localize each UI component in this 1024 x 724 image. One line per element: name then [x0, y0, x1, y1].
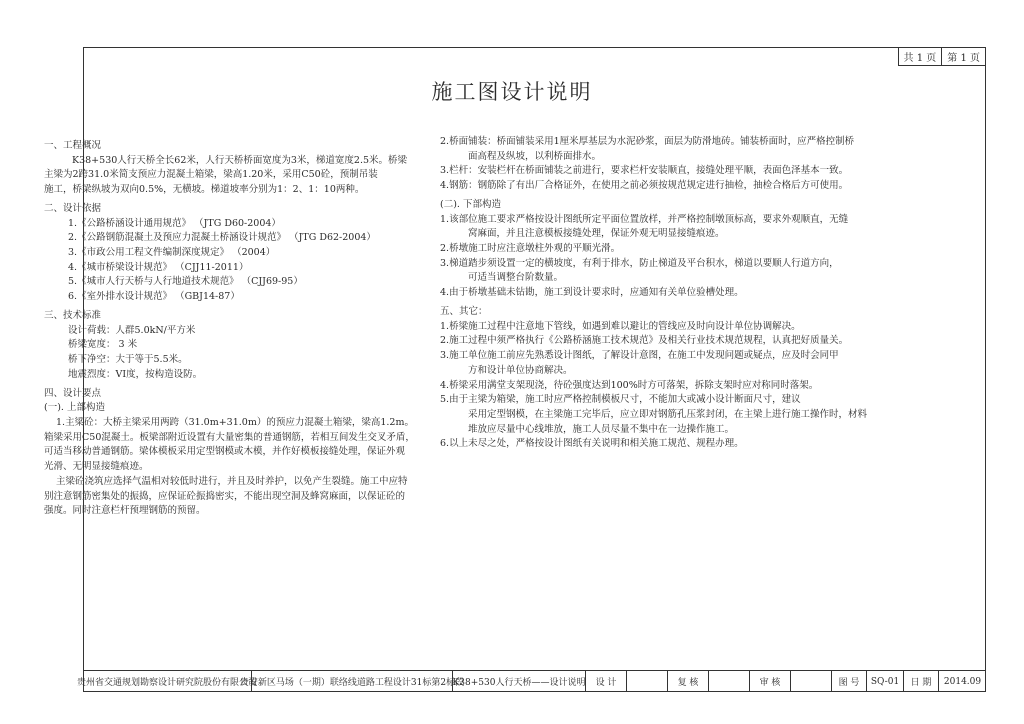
- design-line: 强度。同时注意栏杆预埋钢筋的预留。: [44, 505, 206, 517]
- tb-company: 贵州省交通规划勘察设计研究院股份有限公司: [77, 678, 258, 688]
- substructure-line: 3.梯道踏步须设置一定的横坡度，有利于排水，防止梯道及平台积水，梯道以要顺人行道方向，: [440, 257, 839, 269]
- basis-item: 1.《公路桥涵设计通用规范》 （JTG D60-2004）: [68, 217, 281, 229]
- tb-date-value: 2014.09: [938, 671, 986, 692]
- substructure-line: 2.桥墩施工时应注意墩柱外观的平顺光滑。: [440, 243, 621, 255]
- tb-design-label: 设 计: [585, 671, 626, 692]
- substructure-line: 窝麻面，并且注意模板接缝处理，保证外观无明显接缝痕迹。: [468, 228, 725, 240]
- other-line: 4.桥梁采用满堂支架现浇，待砼强度达到100%时方可落架，拆除支架时应对称同时落架。: [440, 379, 819, 391]
- tb-number-label: 图 号: [831, 671, 866, 692]
- other-line: 堆放应尽量中心线堆放，施工人员尽量不集中在一边操作施工。: [468, 423, 735, 435]
- section-overview-line: K38+530人行天桥全长62米，人行天桥桥面宽度为3米，梯道宽度2.5米。桥梁: [72, 154, 408, 166]
- design-line: 别注意钢筋密集处的振捣，应保证砼振捣密实，不能出现空洞及蜂窝麻面，以保证砼的: [44, 490, 406, 502]
- other-line: 2.施工过程中须严格执行《公路桥涵施工技术规范》及相关行业技术规范规程，认真把好质量关。: [440, 335, 849, 347]
- section-overview-line: 施工，桥梁纵坡为双向0.5%，无横坡。梯道坡率分别为1：2、1：10两种。: [44, 184, 365, 196]
- section-design-heading: 四、设计要点: [44, 387, 102, 399]
- page-total: 共 1 页: [903, 53, 937, 64]
- substructure-line: 可适当调整台阶数量。: [468, 272, 564, 284]
- substructure-heading: (二). 下部构造: [440, 198, 501, 210]
- basis-item: 4.《城市桥梁设计规范》 （CJJ11-2011）: [68, 261, 249, 273]
- design-line: 1.主梁砼：大桥主梁采用两跨（31.0m+31.0m）的预应力混凝土箱梁，梁高1.2m。: [56, 416, 414, 428]
- other-line: 5.由于主梁为箱梁，施工时应严格控制模板尺寸，不能加大或减小设计断面尺寸，建议: [440, 394, 801, 406]
- page-current: 第 1 页: [941, 48, 985, 65]
- right-column: [440, 135, 870, 452]
- tb-review-label: 审 核: [749, 671, 790, 692]
- basis-item: 2.《公路钢筋混凝土及预应力混凝土桥涵设计规范》 （JTG D62-2004）: [68, 232, 376, 244]
- design-line: 主梁砼浇筑应选择气温相对较低时进行，并且及时养护，以免产生裂缝。施工中应特: [56, 475, 408, 487]
- page-box: [898, 48, 985, 66]
- section-basis-heading: 二、设计依据: [44, 202, 102, 214]
- other-line: 方和设计单位协商解决。: [468, 364, 573, 376]
- design-line: 光滑、无明显接缝痕迹。: [44, 461, 149, 473]
- tb-project: 贵安新区马场（一期）联络线道路工程设计31标第2标段: [251, 671, 452, 692]
- section-standards-heading: 三、技术标准: [44, 309, 102, 321]
- deck-line: 2.桥面铺装：桥面铺装采用1厘米厚基层为水泥砂浆，面层为防滑地砖。铺装桥面时，应严格控制桥: [440, 136, 855, 147]
- design-line: 可适当移动普通钢筋。梁体模板采用定型钢模或木模，并作好模板接缝处理，保证外观: [44, 446, 406, 458]
- standard-item: 桥梁宽度： 3 米: [68, 339, 138, 351]
- page-title: 施工图设计说明: [431, 80, 593, 104]
- basis-item: 6.《室外排水设计规范》 （GBJ14-87）: [68, 291, 240, 303]
- superstructure-heading: (一). 上部构造: [44, 402, 105, 414]
- section-overview-heading: 一、工程概况: [44, 140, 102, 151]
- standard-item: 桥下净空：大于等于5.5米。: [68, 354, 188, 366]
- section-overview-line: 主梁为2跨31.0米简支预应力混凝土箱梁，梁高1.20米，采用C50砼，预制吊装: [44, 169, 378, 181]
- left-column: [44, 135, 474, 519]
- tb-number-value: SQ-01: [866, 671, 903, 692]
- other-heading: 五、其它：: [440, 305, 488, 317]
- tb-check-label: 复 核: [667, 671, 708, 692]
- deck-line: 面高程及纵坡，以利桥面排水。: [468, 150, 602, 162]
- basis-item: 3.《市政公用工程文件编制深度规定》 （2004）: [68, 247, 276, 259]
- other-line: 1.桥梁施工过程中注意地下管线，如遇到难以避让的管线应及时向设计单位协调解决。: [440, 320, 801, 332]
- substructure-line: 4.由于桥墩基础未钻勘，施工到设计要求时，应通知有关单位验槽处理。: [440, 287, 744, 299]
- deck-line: 3.栏杆：安装栏杆在桥面铺装之前进行，要求栏杆安装顺直，接缝处理平顺，表面色泽基本一致。: [440, 165, 849, 177]
- tb-drawing: K38+530人行天桥——设计说明: [452, 671, 585, 692]
- other-line: 6.以上未尽之处，严格按设计图纸有关说明和相关施工规范、规程办理。: [440, 438, 744, 450]
- tb-date-label: 日 期: [903, 671, 938, 692]
- standard-item: 设计荷载：人群5.0kN/平方米: [68, 324, 196, 336]
- basis-item: 5.《城市人行天桥与人行地道技术规范》 （CJJ69-95）: [68, 276, 303, 288]
- standard-item: 地震烈度：VI度，按构造设防。: [68, 368, 203, 380]
- design-line: 箱梁采用C50混凝土。板梁部附近设置有大量密集的普通钢筋，若相互间发生交叉矛盾，: [44, 431, 415, 443]
- other-line: 3.施工单位施工前应先熟悉设计图纸，了解设计意图，在施工中发现问题或疑点，应及时会同甲: [440, 350, 839, 362]
- deck-line: 4.钢筋：钢筋除了有出厂合格证外，在使用之前必须按规范规定进行抽检，抽检合格后方可使用。: [440, 180, 849, 192]
- substructure-line: 1.该部位施工要求严格按设计图纸所定平面位置放样，并严格控制墩顶标高，要求外观顺直，无缝: [440, 213, 849, 225]
- other-line: 采用定型钢模，在主梁施工完毕后，应立即对钢筋孔压浆封闭，在主梁上进行施工操作时，材料: [468, 408, 868, 420]
